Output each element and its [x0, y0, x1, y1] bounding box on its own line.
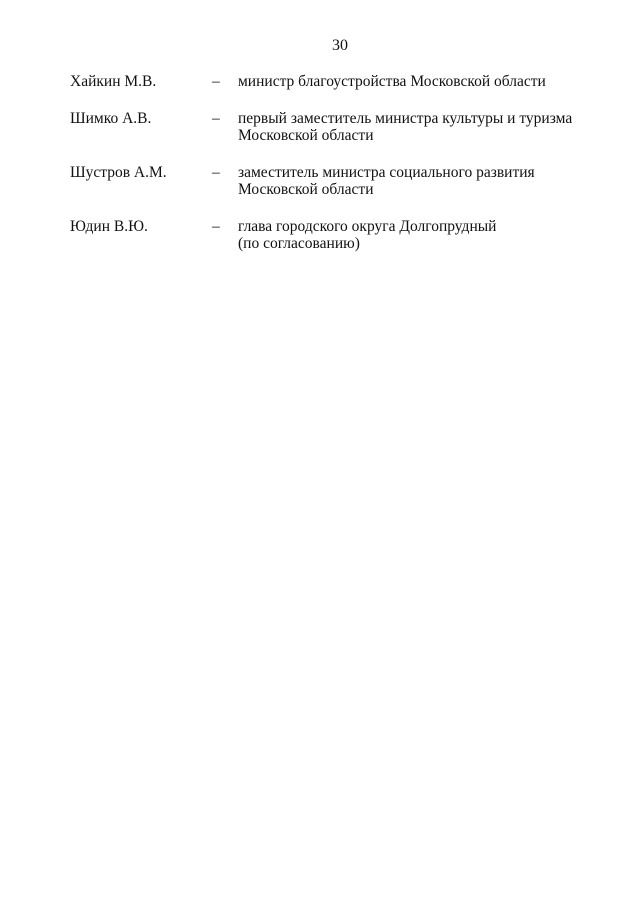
position-line: Московской области: [238, 127, 374, 144]
dash-separator: –: [212, 73, 220, 90]
list-item: [0, 164, 640, 198]
dash-separator: –: [212, 110, 220, 127]
member-name: Шустров А.М.: [70, 164, 167, 181]
page-number: 30: [332, 37, 348, 54]
position-line: первый заместитель министра культуры и туризма: [238, 110, 573, 127]
member-position: [238, 110, 588, 144]
member-position: [238, 164, 588, 198]
position-line: министр благоустройства Московской области: [238, 73, 546, 90]
position-line: (по согласованию): [238, 235, 360, 252]
member-name: Юдин В.Ю.: [70, 218, 148, 235]
list-item: [0, 73, 640, 90]
member-position: [238, 73, 588, 90]
position-line: глава городского округа Долгопрудный: [238, 218, 497, 235]
list-item: [0, 110, 640, 144]
member-list: [0, 73, 640, 272]
position-line: заместитель министра социального развития: [238, 164, 535, 181]
dash-separator: –: [212, 218, 220, 235]
list-item: [0, 218, 640, 252]
member-name: Шимко А.В.: [70, 110, 152, 127]
member-name: Хайкин М.В.: [70, 73, 157, 90]
position-line: Московской области: [238, 181, 374, 198]
dash-separator: –: [212, 164, 220, 181]
member-position: [238, 218, 588, 252]
